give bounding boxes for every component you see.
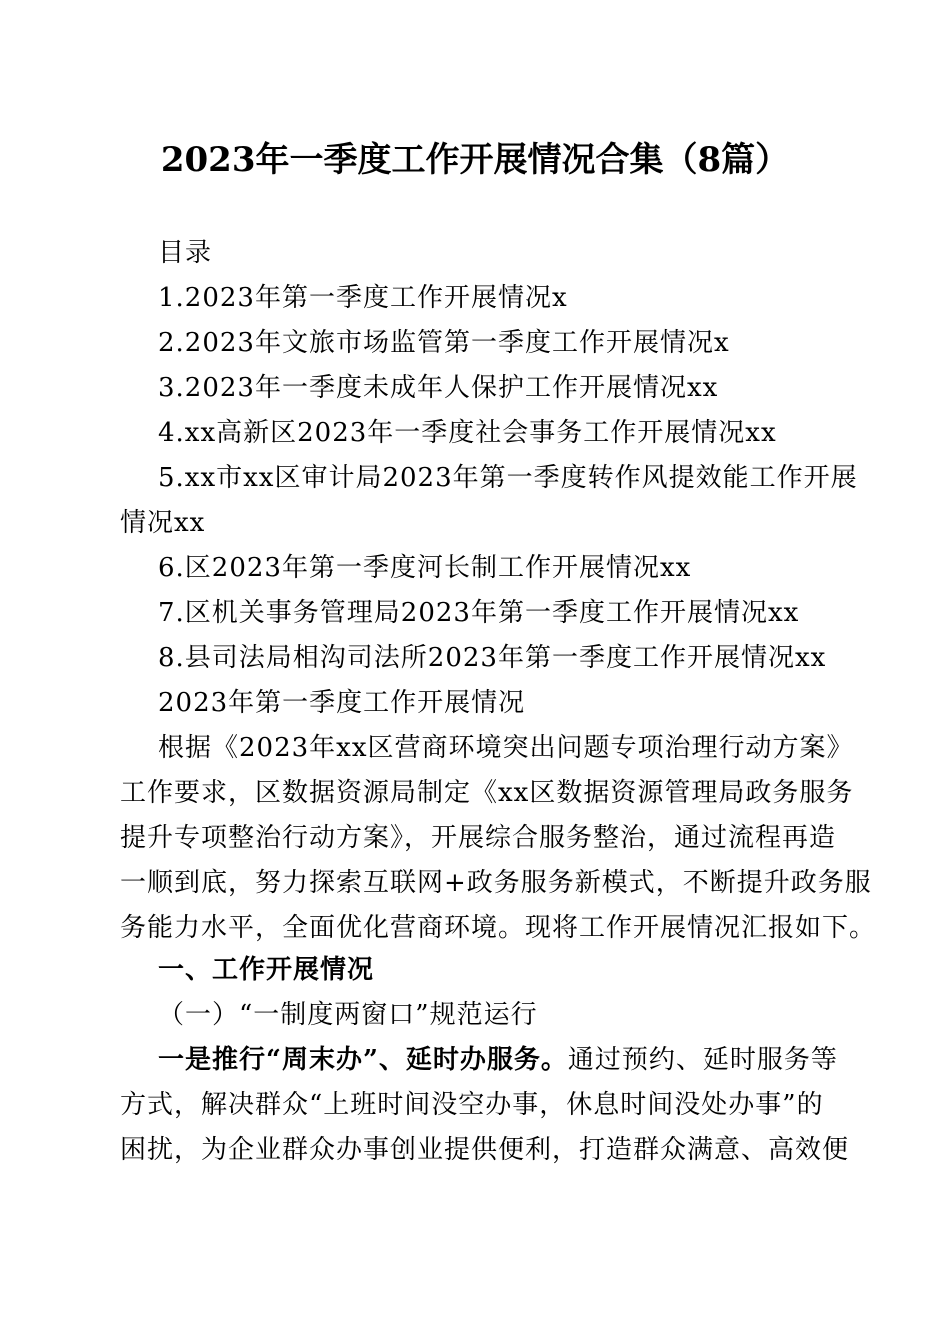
intro-line-5: 务能力水平，全面优化营商环境。现将工作开展情况汇报如下。	[120, 913, 877, 943]
toc-item-3: 3.2023年一季度未成年人保护工作开展情况xx	[158, 373, 719, 403]
para1-line-1-rest: 通过预约、延时服务等	[567, 1045, 838, 1075]
intro-line-2: 工作要求，区数据资源局制定《xx区数据资源管理局政务服务	[120, 778, 854, 808]
para1-lead: 一是推行“周末办”、延时办服务。	[158, 1045, 568, 1075]
subsection-heading-1: （一）“一制度两窗口”规范运行	[158, 1000, 538, 1030]
intro-line-4: 一顺到底，努力探索互联网+政务服务新模式，不断提升政务服	[120, 868, 872, 898]
document-title: 2023年一季度工作开展情况合集（8篇）	[160, 140, 790, 180]
toc-item-8: 8.县司法局相沟司法所2023年第一季度工作开展情况xx	[158, 643, 827, 673]
intro-line-1: 根据《2023年xx区营商环境突出问题专项治理行动方案》	[158, 733, 854, 763]
toc-item-1: 1.2023年第一季度工作开展情况x	[158, 283, 568, 313]
article-title: 2023年第一季度工作开展情况	[158, 688, 526, 718]
toc-heading: 目录	[158, 238, 213, 268]
toc-item-5-continued: 情况xx	[120, 508, 206, 538]
section-heading-1: 一、工作开展情况	[158, 955, 375, 985]
toc-item-6: 6.区2023年第一季度河长制工作开展情况xx	[158, 553, 692, 583]
intro-line-3: 提升专项整治行动方案》，开展综合服务整治，通过流程再造	[120, 823, 837, 853]
toc-item-5: 5.xx市xx区审计局2023年第一季度转作风提效能工作开展	[158, 463, 858, 493]
toc-item-7: 7.区机关事务管理局2023年第一季度工作开展情况xx	[158, 598, 800, 628]
para1-line-3: 困扰，为企业群众办事创业提供便利，打造群众满意、高效便	[120, 1135, 850, 1165]
toc-item-4: 4.xx高新区2023年一季度社会事务工作开展情况xx	[158, 418, 777, 448]
toc-item-2: 2.2023年文旅市场监管第一季度工作开展情况x	[158, 328, 730, 358]
para1-line-1	[158, 1043, 838, 1077]
para1-line-2: 方式，解决群众“上班时间没空办事，休息时间没处办事”的	[120, 1090, 824, 1120]
